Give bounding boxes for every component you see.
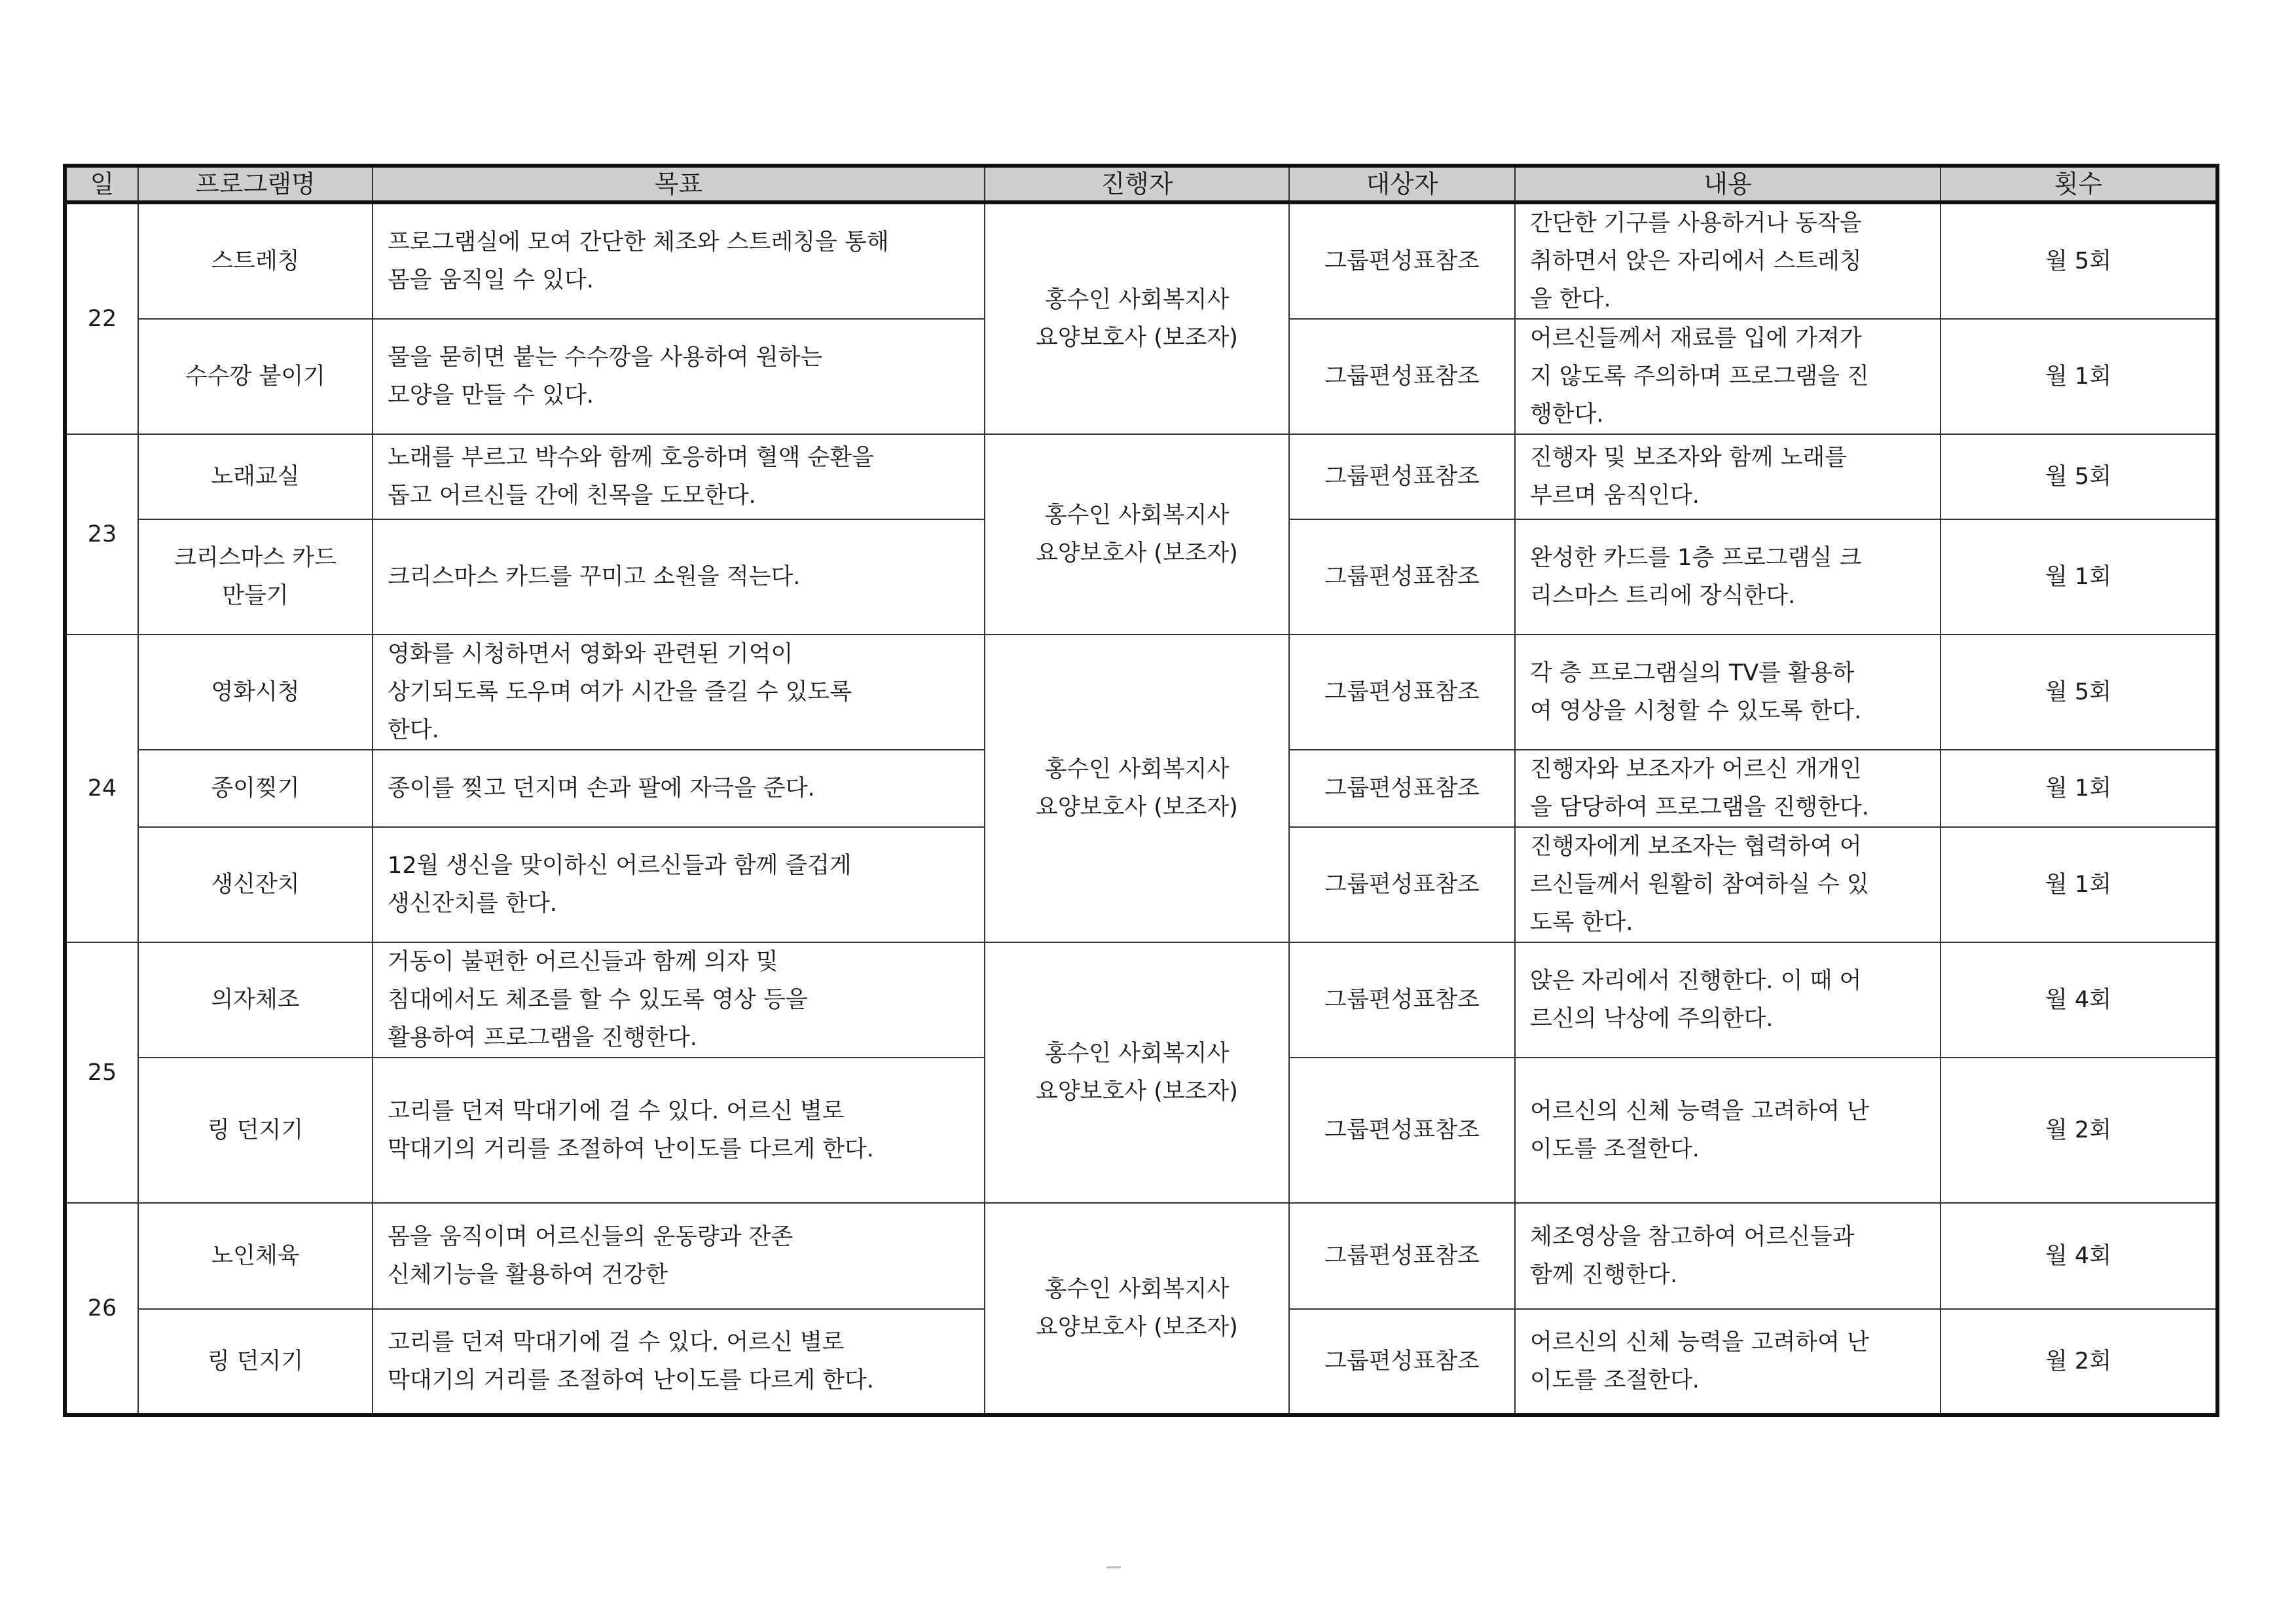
program-name-cell-line: 링 던지기 — [207, 1348, 304, 1375]
content-cell — [1515, 1309, 1941, 1415]
header-day: 일 — [65, 166, 138, 202]
goal-cell-line: 고리를 던져 막대기에 걸 수 있다. 어르신 별로 — [388, 1329, 845, 1356]
content-cell-line: 을 담당하여 프로그램을 진행한다. — [1530, 794, 1869, 821]
content-cell-line: 도록 한다. — [1530, 910, 1633, 936]
leader-cell — [985, 1203, 1289, 1415]
goal-cell — [373, 319, 985, 434]
count-cell: 월 1회 — [1941, 319, 2217, 434]
target-cell: 그룹편성표참조 — [1289, 750, 1515, 827]
count-cell: 월 1회 — [1941, 519, 2217, 635]
leader-cell-line: 홍수인 사회복지사 — [1044, 502, 1230, 528]
goal-cell — [373, 434, 985, 519]
goal-cell-line: 신체기능을 활용하여 건강한 — [388, 1262, 668, 1288]
content-cell-line: 진행자와 보조자가 어르신 개개인 — [1530, 756, 1862, 783]
goal-cell — [373, 750, 985, 827]
count-cell: 월 2회 — [1941, 1058, 2217, 1203]
program-name-cell-line: 의자체조 — [211, 987, 300, 1013]
content-cell-line: 완성한 카드를 1층 프로그램실 크 — [1530, 545, 1862, 571]
goal-cell-line: 막대기의 거리를 조절하여 난이도를 다르게 한다. — [388, 1136, 874, 1162]
content-cell-line: 행한다. — [1530, 401, 1604, 428]
target-cell: 그룹편성표참조 — [1289, 434, 1515, 519]
target-cell: 그룹편성표참조 — [1289, 519, 1515, 635]
content-cell-line: 리스마스 트리에 장식한다. — [1530, 583, 1796, 609]
day-cell: 24 — [65, 635, 138, 942]
leader-cell-line: 홍수인 사회복지사 — [1044, 287, 1230, 313]
content-cell — [1515, 827, 1941, 942]
program-name-cell-line: 노래교실 — [211, 464, 300, 490]
program-name-cell — [138, 434, 373, 519]
goal-cell-line: 한다. — [388, 717, 439, 743]
target-cell: 그룹편성표참조 — [1289, 1058, 1515, 1203]
program-name-cell — [138, 1309, 373, 1415]
content-cell — [1515, 1058, 1941, 1203]
target-cell: 그룹편성표참조 — [1289, 1203, 1515, 1309]
goal-cell-line: 몸을 움직이며 어르신들의 운동량과 잔존 — [388, 1224, 793, 1250]
content-cell-line: 이도를 조절한다. — [1530, 1136, 1700, 1162]
content-cell-line: 취하면서 앉은 자리에서 스트레칭 — [1530, 248, 1862, 274]
target-cell: 그룹편성표참조 — [1289, 635, 1515, 750]
content-cell-line: 어르신의 신체 능력을 고려하여 난 — [1530, 1098, 1869, 1124]
count-cell: 월 4회 — [1941, 1203, 2217, 1309]
goal-cell — [373, 942, 985, 1058]
scan-mark — [1106, 1566, 1121, 1568]
header-count: 횟수 — [1941, 166, 2217, 202]
content-cell-line: 간단한 기구를 사용하거나 동작을 — [1530, 210, 1862, 236]
goal-cell-line: 종이를 찢고 던지며 손과 팔에 자극을 준다. — [388, 775, 815, 802]
goal-cell-line: 침대에서도 체조를 할 수 있도록 영상 등을 — [388, 987, 808, 1013]
content-cell — [1515, 635, 1941, 750]
leader-cell-line: 요양보호사 (보조자) — [1036, 1079, 1238, 1105]
goal-cell — [373, 1203, 985, 1309]
program-name-cell-line: 수수깡 붙이기 — [185, 363, 325, 390]
goal-cell-line: 생신잔치를 한다. — [388, 891, 557, 917]
program-name-cell — [138, 319, 373, 434]
table-row — [65, 635, 2217, 750]
goal-cell — [373, 635, 985, 750]
program-name-cell — [138, 635, 373, 750]
content-cell — [1515, 434, 1941, 519]
header-goal: 목표 — [373, 166, 985, 202]
program-name-cell — [138, 1203, 373, 1309]
program-name-cell-line: 종이찢기 — [211, 775, 300, 802]
program-name-cell-line: 생신잔치 — [211, 872, 300, 898]
program-name-cell — [138, 942, 373, 1058]
leader-cell-line: 홍수인 사회복지사 — [1044, 1041, 1230, 1067]
target-cell: 그룹편성표참조 — [1289, 942, 1515, 1058]
content-cell — [1515, 202, 1941, 319]
count-cell: 월 5회 — [1941, 635, 2217, 750]
program-schedule-table — [63, 164, 2219, 1417]
program-name-cell — [138, 827, 373, 942]
leader-cell-line: 요양보호사 (보조자) — [1036, 794, 1238, 821]
goal-cell — [373, 1309, 985, 1415]
goal-cell — [373, 1058, 985, 1203]
content-cell-line: 함께 진행한다. — [1530, 1262, 1678, 1288]
leader-cell — [985, 942, 1289, 1203]
day-cell: 22 — [65, 202, 138, 434]
content-cell-line: 르신의 낙상에 주의한다. — [1530, 1006, 1774, 1032]
day-cell: 25 — [65, 942, 138, 1203]
content-cell-line: 을 한다. — [1530, 286, 1611, 312]
content-cell-line: 지 않도록 주의하며 프로그램을 진 — [1530, 363, 1869, 390]
content-cell-line: 부르며 움직인다. — [1530, 483, 1700, 509]
count-cell: 월 5회 — [1941, 434, 2217, 519]
program-name-cell-line: 노인체육 — [211, 1243, 300, 1269]
leader-cell-line: 홍수인 사회복지사 — [1044, 1276, 1230, 1302]
content-cell — [1515, 519, 1941, 635]
goal-cell-line: 프로그램실에 모여 간단한 체조와 스트레칭을 통해 — [388, 229, 889, 255]
goal-cell-line: 12월 생신을 맞이하신 어르신들과 함께 즐겁게 — [388, 853, 852, 879]
goal-cell-line: 상기되도록 도우며 여가 시간을 즐길 수 있도록 — [388, 679, 852, 705]
program-name-cell — [138, 519, 373, 635]
target-cell: 그룹편성표참조 — [1289, 202, 1515, 319]
content-cell — [1515, 1203, 1941, 1309]
goal-cell-line: 영화를 시청하면서 영화와 관련된 기억이 — [388, 641, 793, 667]
content-cell — [1515, 750, 1941, 827]
table-row — [65, 942, 2217, 1058]
target-cell: 그룹편성표참조 — [1289, 319, 1515, 434]
header-row — [65, 166, 2217, 202]
goal-cell-line: 거동이 불편한 어르신들과 함께 의자 및 — [388, 949, 778, 975]
content-cell-line: 어르신의 신체 능력을 고려하여 난 — [1530, 1329, 1869, 1356]
goal-cell — [373, 519, 985, 635]
header-leader: 진행자 — [985, 166, 1289, 202]
header-target: 대상자 — [1289, 166, 1515, 202]
leader-cell-line: 요양보호사 (보조자) — [1036, 1314, 1238, 1340]
goal-cell-line: 돕고 어르신들 간에 친목을 도모한다. — [388, 483, 756, 509]
leader-cell-line: 요양보호사 (보조자) — [1036, 325, 1238, 351]
target-cell: 그룹편성표참조 — [1289, 827, 1515, 942]
content-cell-line: 진행자 및 보조자와 함께 노래를 — [1530, 445, 1848, 471]
leader-cell-line: 홍수인 사회복지사 — [1044, 756, 1230, 783]
content-cell-line: 르신들께서 원활히 참여하실 수 있 — [1530, 872, 1869, 898]
content-cell — [1515, 942, 1941, 1058]
table-row — [65, 202, 2217, 319]
leader-cell — [985, 434, 1289, 635]
content-cell-line: 여 영상을 시청할 수 있도록 한다. — [1530, 698, 1862, 724]
goal-cell-line: 활용하여 프로그램을 진행한다. — [388, 1025, 697, 1051]
content-cell-line: 어르신들께서 재료를 입에 가져가 — [1530, 325, 1862, 352]
count-cell: 월 1회 — [1941, 827, 2217, 942]
content-cell-line: 진행자에게 보조자는 협력하여 어 — [1530, 834, 1862, 860]
program-name-cell — [138, 1058, 373, 1203]
target-cell: 그룹편성표참조 — [1289, 1309, 1515, 1415]
count-cell: 월 2회 — [1941, 1309, 2217, 1415]
content-cell-line: 앉은 자리에서 진행한다. 이 때 어 — [1530, 968, 1862, 994]
leader-cell — [985, 202, 1289, 434]
count-cell: 월 1회 — [1941, 750, 2217, 827]
goal-cell-line: 노래를 부르고 박수와 함께 호응하며 혈액 순환을 — [388, 445, 874, 471]
goal-cell — [373, 827, 985, 942]
day-cell: 23 — [65, 434, 138, 635]
count-cell: 월 5회 — [1941, 202, 2217, 319]
content-cell-line: 이도를 조절한다. — [1530, 1367, 1700, 1393]
program-name-cell — [138, 750, 373, 827]
day-cell: 26 — [65, 1203, 138, 1415]
goal-cell-line: 고리를 던져 막대기에 걸 수 있다. 어르신 별로 — [388, 1098, 845, 1124]
program-name-cell — [138, 202, 373, 319]
program-name-cell-line: 크리스마스 카드 — [174, 545, 337, 571]
program-name-cell-line: 영화시청 — [211, 679, 300, 705]
table-row — [65, 1203, 2217, 1309]
header-program-name: 프로그램명 — [138, 166, 373, 202]
program-name-cell-line: 스트레칭 — [211, 248, 300, 274]
goal-cell-line: 모양을 만들 수 있다. — [388, 382, 594, 409]
count-cell: 월 4회 — [1941, 942, 2217, 1058]
program-name-cell-line: 링 던지기 — [207, 1117, 304, 1143]
goal-cell-line: 물을 묻히면 붙는 수수깡을 사용하여 원하는 — [388, 344, 823, 371]
leader-cell-line: 요양보호사 (보조자) — [1036, 540, 1238, 566]
goal-cell-line: 막대기의 거리를 조절하여 난이도를 다르게 한다. — [388, 1367, 874, 1393]
content-cell — [1515, 319, 1941, 434]
leader-cell — [985, 635, 1289, 942]
content-cell-line: 각 층 프로그램실의 TV를 활용하 — [1530, 660, 1855, 686]
program-name-cell-line: 만들기 — [222, 583, 289, 609]
header-content: 내용 — [1515, 166, 1941, 202]
table-row — [65, 434, 2217, 519]
goal-cell — [373, 202, 985, 319]
goal-cell-line: 몸을 움직일 수 있다. — [388, 267, 594, 293]
goal-cell-line: 크리스마스 카드를 꾸미고 소원을 적는다. — [388, 564, 801, 590]
content-cell-line: 체조영상을 참고하여 어르신들과 — [1530, 1224, 1855, 1250]
